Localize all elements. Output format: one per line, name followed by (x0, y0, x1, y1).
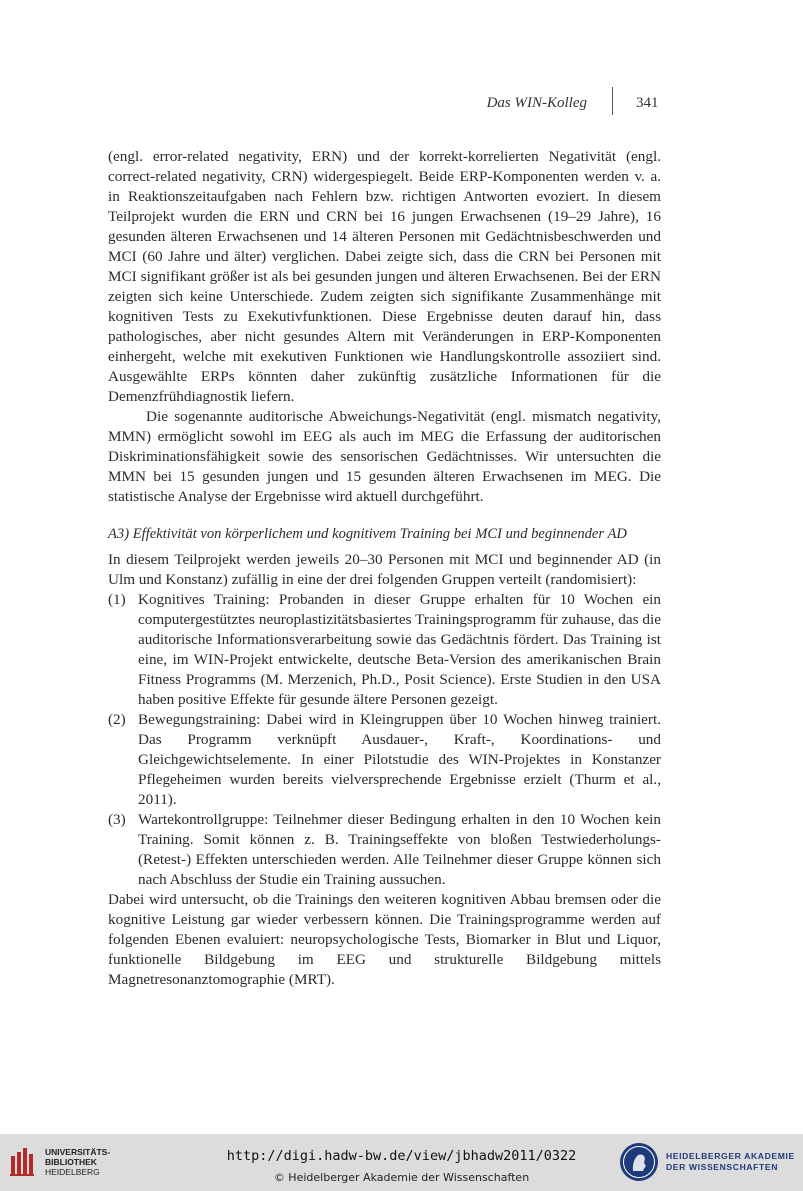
paragraph-2: Die sogenannte auditorische Abweichungs-Negativität (engl. mismatch negativity, MMN) ermöglicht sowohl im EEG als auch im MEG die Erfassung der auditorischen Diskriminationsfähigkeit sowie des sensorischen Gedächtnisses. Wir untersuchten die MMN bei 15 gesunden jungen und 15 gesunden älteren Erwachsenen im MEG. Die statistische Analyse der Ergebnisse wird aktuell durchgeführt. (108, 408, 661, 505)
copyright-notice: © Heidelberger Akademie der Wissenschaften (273, 1171, 530, 1184)
academy-name: HEIDELBERGER AKADEMIE DER WISSENSCHAFTEN (666, 1151, 795, 1172)
paragraph-4: Dabei wird untersucht, ob die Trainings den weiteren kognitiven Abbau bremsen oder die kognitive Leistung gar wieder verbessern können. Die Trainingsprogramme werden auf folgenden Ebenen evaluiert: neuropsychologische Tests, Biomarker in Blut und Liquor, funktionelle Bildgebung im EEG und strukturelle Bildgebung mittels Magnetresonanztomographie (MRT). (108, 891, 661, 988)
page-number: 341 (636, 95, 659, 111)
library-name: UNIVERSITÄTS- BIBLIOTHEK HEIDELBERG (45, 1147, 111, 1177)
running-title: Das WIN-Kolleg (486, 95, 587, 111)
list-item-text: Wartekontrollgruppe: Teilnehmer dieser Bedingung erhalten in den 10 Wochen kein Training. Somit können z. B. Trainingseffekte von bloßen Testwiederholungs- (Retest-) Effekten unterschieden werden. Alle Teilnehmer dieser Gruppe können sich nach Abschluss der Studie ein Training aussuchen. (138, 811, 661, 888)
source-url-link[interactable]: http://digi.hadw-bw.de/view/jbhadw2011/0322 (226, 1148, 577, 1164)
paragraph-1: (engl. error-related negativity, ERN) und der korrekt-korrelierten Negativität (engl. correct-related negativity, CRN) widergespiegelt. Beide ERP-Komponenten werden v. a. in Reaktionszeitaufgaben nach Fehlern bzw. richtigen Antworten evoziert. In diesem Teilprojekt wurden die ERN und CRN bei 16 jungen Erwachsenen (19–29 Jahre), 16 gesunden älteren Erwachsenen und 14 älteren Personen mit Gedächtnisbeschwerden und MCI (60 Jahre und älter) verglichen. Dabei zeigte sich, dass die CRN bei Personen mit MCI signifikant größer ist als bei gesunden jungen und älteren Erwachsenen. Bei der ERN zeigten sich keine Unterschiede. Zudem zeigten sich signifikante Zusammenhänge mit kognitiven Tests zu Exekutivfunktionen. Diese Ergebnisse deuten darauf hin, dass pathologisches, aber nicht gesundes Altern mit Veränderungen in ERP-Komponenten einhergeht, welche mit exekutiven Funktionen wie Handlungskontrolle assoziiert sind. Ausgewählte ERPs könnten daher zukünftig zusätzliche Informationen für die Demenzfrühdiagnostik liefern. (108, 148, 661, 405)
paragraph-3: In diesem Teilprojekt werden jeweils 20–30 Personen mit MCI und beginnender AD (in Ulm und Konstanz) zufällig in eine der drei folgenden Gruppen verteilt (randomisiert): (108, 551, 661, 588)
header-divider (612, 87, 613, 115)
list-item-number: (2) (108, 711, 126, 728)
section-heading-a3: A3) Effektivität von körperlichem und kognitivem Training bei MCI und beginnender AD (108, 526, 627, 542)
list-item-text: Bewegungstraining: Dabei wird in Kleingruppen über 10 Wochen hinweg trainiert. Das Programm verknüpft Ausdauer-, Kraft-, Koordinations- und Gleichgewichtselemente. In einer Pilotstudie des WIN-Projektes in Konstanzer Pflegeheimen wurden bereits vielversprechende Ergebnisse erzielt (Thurm et al., 2011). (138, 711, 661, 808)
list-item-number: (3) (108, 811, 126, 828)
list-item (108, 810, 661, 890)
list-item (108, 710, 661, 810)
page-body (108, 147, 661, 990)
footer-bar (0, 1134, 803, 1191)
list-item-text: Kognitives Training: Probanden in dieser Gruppe erhalten für 10 Wochen ein computergestütztes neuroplastizitätsbasiertes Trainingsprogramm für zuhause, das die auditorische Informationsverarbeitung sowie das Gedächtnis fördert. Das Training ist eine, im WIN-Projekt entwickelte, deutsche Beta-Version des amerikanischen Brain Fitness Programms (M. Merzenich, Ph.D., Posit Science). Erste Studien in den USA haben positive Effekte für gesunde ältere Personen gezeigt. (138, 591, 661, 708)
list-item-number: (1) (108, 591, 126, 608)
academy-seal-icon (619, 1141, 659, 1183)
list-item (108, 590, 661, 710)
group-list (108, 590, 661, 890)
page-header (0, 95, 803, 119)
